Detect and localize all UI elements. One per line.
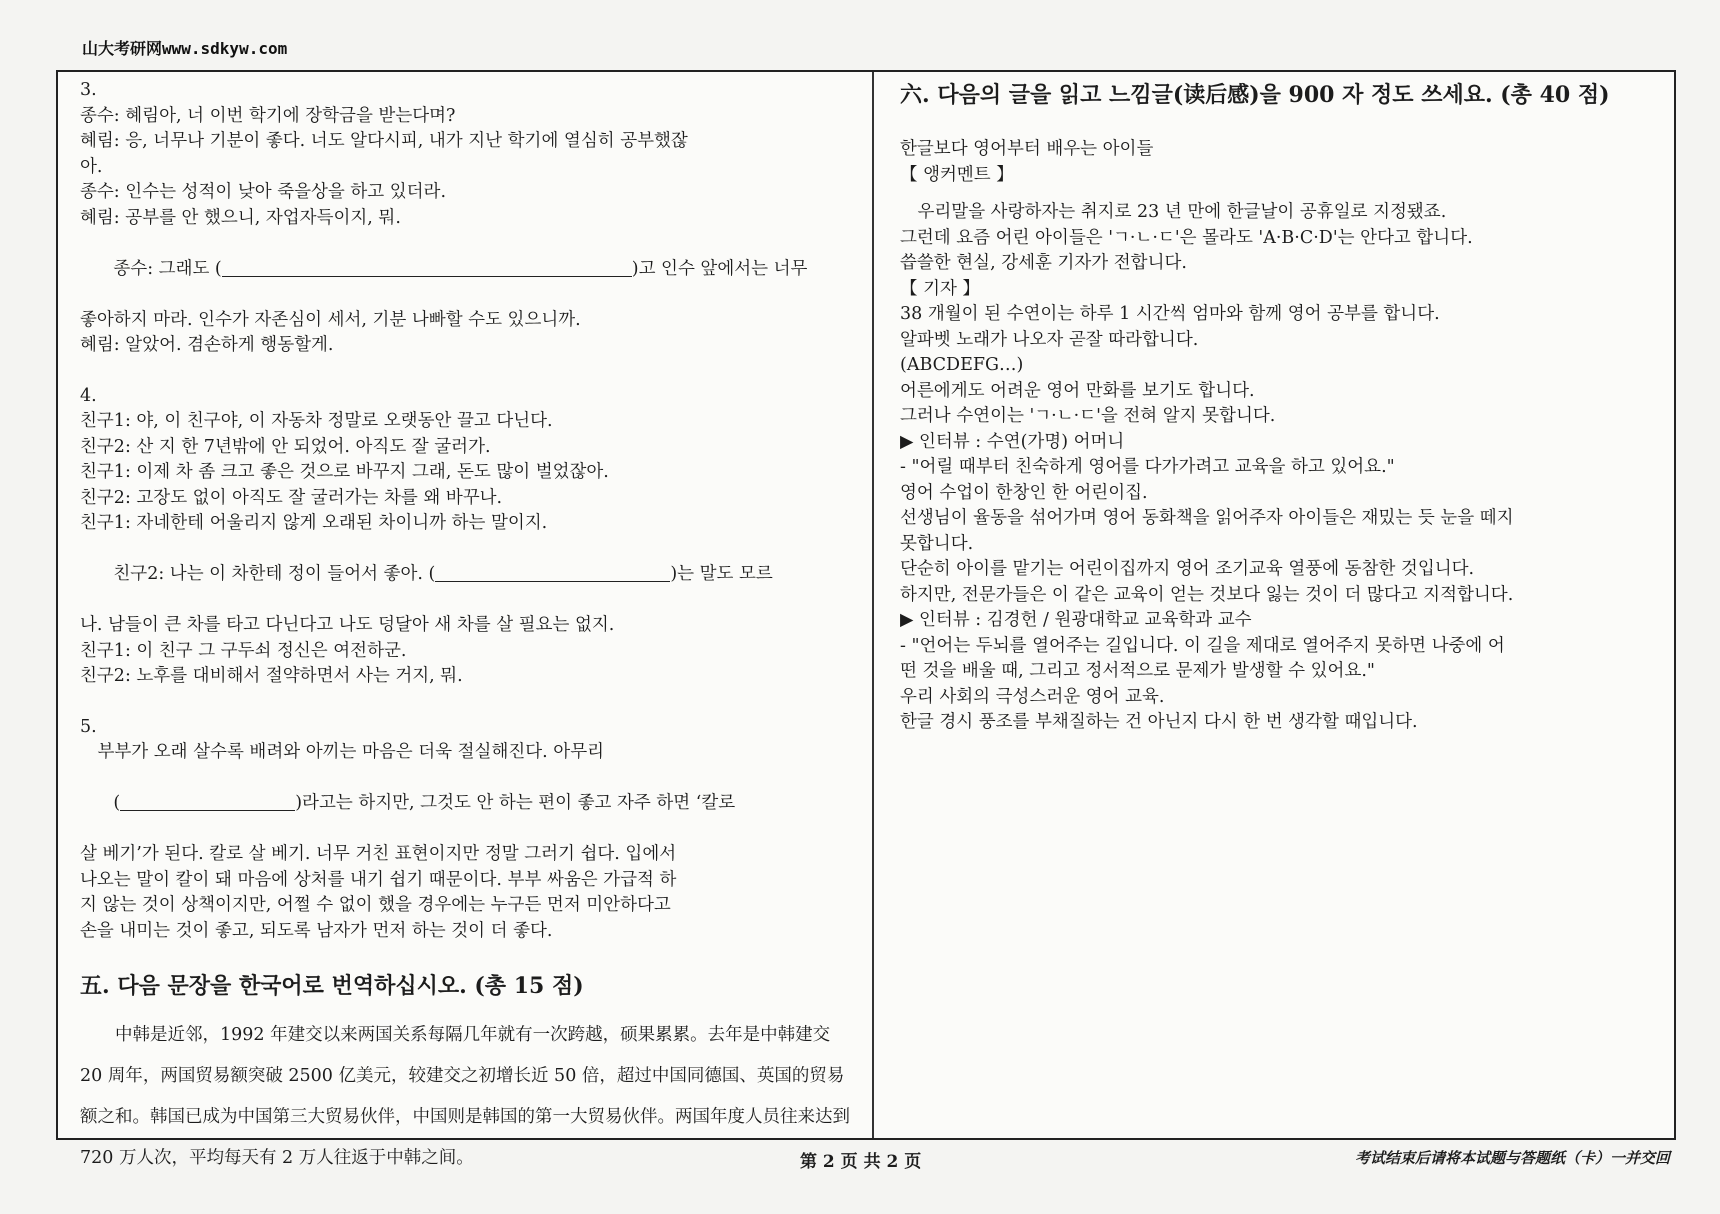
translation-passage: 中韩是近邻，1992 年建交以来两国关系每隔几年就有一次跨越，硕果累累。去年是中韩建交 20 周年，两国贸易额突破 2500 亿美元，较建交之初增长近 50 倍，超过中国同德国、英国的贸易额之和。韩国已成为中国第三大贸易伙伴，中国则是韩国的第一大贸易伙伴。两国年度人员往来达到 720 万人次，平均每天有 2 万人往返于中韩之间。 (80, 1025, 850, 1168)
interview-label: ▶ 인터뷰 : 수연(가명) 어머니 (900, 431, 1125, 452)
section-6-title: 六. 다음의 글을 읽고 느낌글(读后感)을 900 자 정도 쓰세요. (총 40 점) (900, 82, 1610, 108)
right-column (900, 78, 1670, 736)
dialogue-line: 친구2: 노후를 대비해서 절약하면서 사는 거지, 뭐. (80, 666, 463, 686)
article-line: 한글 경시 풍조를 부채질하는 건 아닌지 다시 한 번 생각할 때입니다. (900, 712, 1418, 732)
article-line: 영어 수업이 한창인 한 어린이집. (900, 482, 1148, 503)
article-title: 한글보다 영어부터 배우는 아이들 (900, 139, 1154, 159)
question-3 (80, 78, 850, 359)
footer-note: 考试结束后请将本试题与答题纸（卡）一并交回 (1354, 1149, 1670, 1167)
question-number: 3. (80, 80, 97, 100)
dialogue-line: 나. 남들이 큰 차를 타고 다닌다고 나도 덩달아 새 차를 살 필요는 없지. (80, 615, 615, 635)
question-4 (80, 384, 850, 690)
dialogue-line-with-blank (80, 537, 850, 614)
article-line: 우리말을 사랑하자는 취지로 23 년 만에 한글날이 공휴일로 지정됐죠. (917, 202, 1447, 222)
answer-blank (222, 259, 632, 277)
section-5-title: 五. 다음 문장을 한국어로 번역하십시오. (총 15 점) (80, 973, 584, 999)
anchor-label: 【 앵커멘트 】 (900, 164, 1014, 185)
article-line: - "어릴 때부터 친숙하게 영어를 다가가려고 교육을 하고 있어요." (900, 457, 1395, 477)
reporter-label: 【 기자 】 (900, 278, 980, 299)
passage-line: 지 않는 것이 상책이지만, 어쩔 수 없이 했을 경우에는 누구든 먼저 미안하다고 (80, 895, 671, 915)
site-watermark: 山大考研网www.sdkyw.com (82, 39, 288, 58)
article-line: (ABCDEFG…) (900, 355, 1024, 375)
dialogue-line: 친구1: 이 친구 그 구두쇠 정신은 여전하군. (80, 640, 407, 661)
passage-line: 손을 내미는 것이 좋고, 되도록 남자가 먼저 하는 것이 더 좋다. (80, 920, 553, 941)
passage-line-with-blank (80, 766, 850, 843)
dialogue-line-with-blank (80, 231, 850, 308)
question-number: 5. (80, 716, 97, 737)
dialogue-line: 종수: 혜림아, 너 이번 학기에 장학금을 받는다며? (80, 105, 456, 126)
interview-label: ▶ 인터뷰 : 김경헌 / 원광대학교 교육학과 교수 (900, 610, 1252, 630)
passage-line: 나오는 말이 칼이 돼 마음에 상처를 내기 쉽기 때문이다. 부부 싸움은 가급적 하 (80, 869, 677, 890)
dialogue-line: 혜림: 알았어. 겸손하게 행동할게. (80, 335, 334, 355)
line-suffix: )라고는 하지만, 그것도 안 하는 편이 좋고 자주 하면 ‘칼로 (295, 793, 736, 813)
dialogue-line: 친구1: 자네한테 어울리지 않게 오래된 차이니까 하는 말이지. (80, 513, 548, 533)
question-number: 4. (80, 385, 97, 406)
line-suffix: )고 인수 앞에서는 너무 (631, 258, 808, 279)
article-line: 단순히 아이를 맡기는 어린이집까지 영어 조기교육 열풍에 동참한 것입니다. (900, 559, 1475, 579)
article-line: 씁쓸한 현실, 강세훈 기자가 전합니다. (900, 253, 1187, 273)
passage-line: 살 베기’가 된다. 칼로 살 베기. 너무 거친 표현이지만 정말 그러기 쉽다. 입에서 (80, 844, 677, 864)
dialogue-line: 아. (80, 156, 103, 177)
dialogue-line: 친구1: 야, 이 친구야, 이 자동차 정말로 오랫동안 끌고 다닌다. (80, 411, 553, 431)
passage-line: 부부가 오래 살수록 배려와 아끼는 마음은 더욱 절실해진다. 아무리 (97, 742, 604, 762)
line-suffix: )는 말도 모르 (670, 564, 773, 584)
page-number: 第 2 页 共 2 页 (800, 1152, 922, 1172)
article-line: - "언어는 두뇌를 열어주는 길입니다. 이 길을 제대로 열어주지 못하면 나중에 어 (900, 635, 1505, 656)
article-line: 어른에게도 어려운 영어 만화를 보기도 합니다. (900, 380, 1255, 401)
dialogue-line: 친구2: 산 지 한 7년밖에 안 되었어. 아직도 잘 굴러가. (80, 436, 491, 457)
line-prefix: 종수: 그래도 ( (113, 258, 222, 279)
article-line: 알파벳 노래가 나오자 곧잘 따라합니다. (900, 329, 1199, 350)
answer-blank (435, 564, 670, 582)
article-line: 그러나 수연이는 'ㄱ·ㄴ·ㄷ'을 전혀 알지 못합니다. (900, 406, 1276, 426)
dialogue-line: 혜림: 응, 너무나 기분이 좋다. 너도 알다시피, 내가 지난 학기에 열심히 공부했잖 (80, 131, 688, 151)
dialogue-line: 친구1: 이제 차 좀 크고 좋은 것으로 바꾸지 그래, 돈도 많이 벌었잖아. (80, 462, 609, 482)
article-line: 선생님이 율동을 섞어가며 영어 동화책을 읽어주자 아이들은 재밌는 듯 눈을 떼지 (900, 508, 1514, 528)
dialogue-line: 친구2: 고장도 없이 아직도 잘 굴러가는 차를 왜 바꾸나. (80, 487, 503, 508)
dialogue-line: 종수: 인수는 성적이 낮아 죽을상을 하고 있더라. (80, 182, 447, 202)
line-prefix: ( (113, 793, 121, 813)
dialogue-line: 혜림: 공부를 안 했으니, 자업자득이지, 뭐. (80, 207, 401, 228)
dialogue-line: 좋아하지 마라. 인수가 자존심이 세서, 기분 나빠할 수도 있으니까. (80, 309, 581, 330)
answer-blank (120, 793, 295, 811)
section-5 (80, 969, 850, 1179)
question-5 (80, 715, 850, 945)
article-line: 떤 것을 배울 때, 그리고 정서적으로 문제가 발생할 수 있어요." (900, 661, 1375, 681)
article-line: 38 개월이 된 수연이는 하루 1 시간씩 엄마와 함께 영어 공부를 합니다. (900, 304, 1440, 324)
article-line: 하지만, 전문가들은 이 같은 교육이 얻는 것보다 잃는 것이 더 많다고 지적합니다. (900, 584, 1514, 605)
column-divider (872, 72, 874, 1138)
article-line: 그런데 요즘 어린 아이들은 'ㄱ·ㄴ·ㄷ'은 몰라도 'A·B·C·D'는 안다고 합니다. (900, 227, 1473, 248)
article-line: 못합니다. (900, 533, 974, 554)
article-line: 우리 사회의 극성스러운 영어 교육. (900, 686, 1165, 707)
line-prefix: 친구2: 나는 이 차한테 정이 들어서 좋아. ( (113, 564, 436, 584)
left-column (80, 78, 850, 1179)
